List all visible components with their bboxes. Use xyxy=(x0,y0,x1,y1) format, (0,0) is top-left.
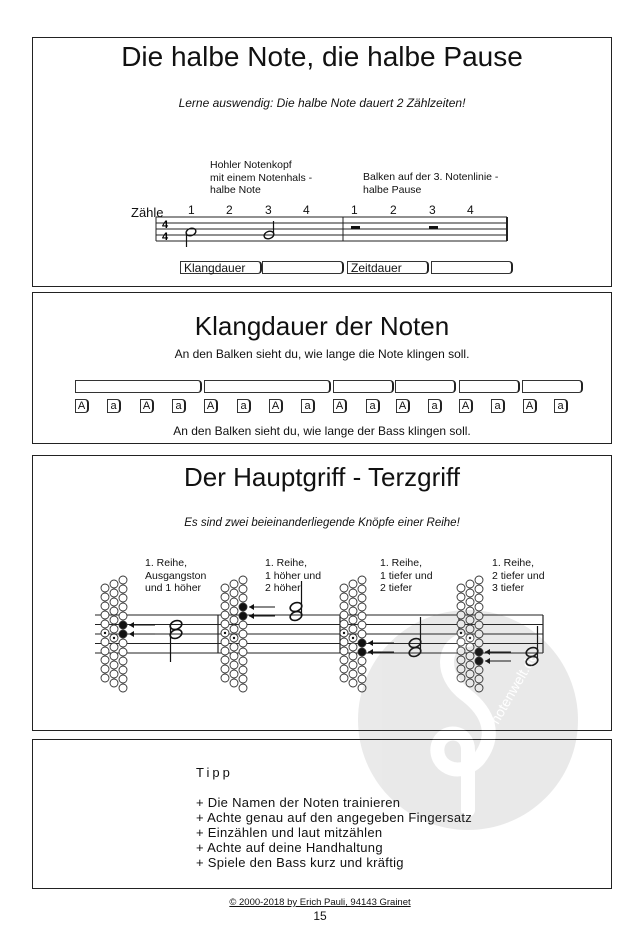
accordion-button xyxy=(239,585,247,593)
accordion-button xyxy=(230,652,238,660)
accordion-button xyxy=(239,612,247,620)
grip-caption: 1. Reihe, Ausgangston und 1 höher xyxy=(145,557,207,594)
accordion-button xyxy=(475,576,483,584)
accordion-button xyxy=(358,585,366,593)
count-number: 2 xyxy=(226,203,233,217)
bass-button: a xyxy=(428,399,442,413)
accordion-button xyxy=(119,621,127,629)
duration-bar xyxy=(75,380,202,393)
accordion-button xyxy=(110,643,118,651)
half-note-staff xyxy=(33,38,611,286)
arrow-head xyxy=(129,622,134,628)
count-number: 4 xyxy=(467,203,474,217)
accordion-button xyxy=(475,585,483,593)
accordion-button xyxy=(119,594,127,602)
bass-button: A xyxy=(204,399,218,413)
section-title: Klangdauer der Noten xyxy=(194,311,450,341)
section-title: Der Hauptgriff - Terzgriff xyxy=(184,462,460,492)
bass-button: a xyxy=(237,399,251,413)
marker-dot xyxy=(113,637,115,639)
accordion-button xyxy=(239,657,247,665)
accordion-button xyxy=(110,670,118,678)
instruction-text: Es sind zwei beieinanderliegende Knöpfe einer Reihe! xyxy=(184,517,460,529)
count-number: 4 xyxy=(303,203,310,217)
accordion-button xyxy=(119,639,127,647)
half-note xyxy=(263,221,275,240)
bass-button: a xyxy=(301,399,315,413)
klangdauer-bar: Klangdauer xyxy=(180,261,262,274)
section-half-note xyxy=(32,37,612,287)
accordion-button xyxy=(221,620,229,628)
count-number: 3 xyxy=(429,203,436,217)
accordion-button xyxy=(230,643,238,651)
accordion-button xyxy=(230,625,238,633)
half-rest xyxy=(351,226,360,229)
accordion-button xyxy=(110,580,118,588)
accordion-button xyxy=(119,657,127,665)
accordion-button xyxy=(239,576,247,584)
tip-item: + Achte auf deine Handhaltung xyxy=(196,840,383,855)
accordion-button xyxy=(349,589,357,597)
svg-text:4: 4 xyxy=(162,219,169,231)
watermark-logo xyxy=(348,600,588,840)
instruction-text: Lerne auswendig: Die halbe Note dauert 2 Zählzeiten! xyxy=(178,96,466,110)
duration-bar xyxy=(522,380,583,393)
accordion-button xyxy=(340,602,348,610)
count-number: 3 xyxy=(265,203,272,217)
bass-button: A xyxy=(140,399,154,413)
accordion-button xyxy=(239,684,247,692)
accordion-button xyxy=(239,648,247,656)
arrow-head xyxy=(249,613,254,619)
rest-caption: Balken auf der 3. Notenlinie - halbe Pause xyxy=(363,171,499,196)
duration-bar xyxy=(333,380,394,393)
accordion-button xyxy=(239,603,247,611)
accordion-button xyxy=(110,598,118,606)
accordion-button xyxy=(466,589,474,597)
tipp-heading: Tipp xyxy=(196,765,233,780)
accordion-button xyxy=(340,593,348,601)
arrow-head xyxy=(129,631,134,637)
accordion-button xyxy=(230,616,238,624)
accordion-button xyxy=(119,684,127,692)
section-title: Die halbe Note, die halbe Pause xyxy=(121,41,523,72)
accordion-button xyxy=(340,665,348,673)
accordion-button xyxy=(340,674,348,682)
accordion-button xyxy=(239,639,247,647)
accordion-button xyxy=(230,589,238,597)
count-label: Zähle xyxy=(131,205,164,220)
count-number: 2 xyxy=(390,203,397,217)
duration-bar xyxy=(204,380,331,393)
bass-button: A xyxy=(269,399,283,413)
accordion-button xyxy=(239,621,247,629)
tip-item: + Spiele den Bass kurz und kräftig xyxy=(196,855,404,870)
accordion-button xyxy=(110,679,118,687)
accordion-button xyxy=(119,675,127,683)
grip-caption: 1. Reihe, 1 tiefer und 2 tiefer xyxy=(380,557,433,594)
accordion-button xyxy=(239,594,247,602)
bass-button: a xyxy=(366,399,380,413)
grip-caption: 1. Reihe, 2 tiefer und 3 tiefer xyxy=(492,557,545,594)
accordion-button xyxy=(119,576,127,584)
accordion-button xyxy=(340,611,348,619)
accordion-button xyxy=(119,603,127,611)
marker-dot xyxy=(343,632,345,634)
copyright: © 2000-2018 by Erich Pauli, 94143 Grainet xyxy=(229,897,411,908)
accordion-button xyxy=(340,620,348,628)
accordion-button xyxy=(340,656,348,664)
accordion-button xyxy=(239,630,247,638)
grip-caption: 1. Reihe, 1 höher und 2 höher xyxy=(265,557,322,594)
marker-dot xyxy=(224,632,226,634)
accordion-button xyxy=(119,648,127,656)
accordion-button xyxy=(230,670,238,678)
accordion-button xyxy=(230,580,238,588)
svg-text:4: 4 xyxy=(162,231,169,243)
bass-button: a xyxy=(554,399,568,413)
bass-button: a xyxy=(491,399,505,413)
accordion-button xyxy=(101,593,109,601)
accordion-button xyxy=(101,638,109,646)
accordion-button xyxy=(101,584,109,592)
bass-button: A xyxy=(396,399,410,413)
zeitdauer-bar: Zeitdauer xyxy=(347,261,429,274)
arrow-head xyxy=(249,604,254,610)
bass-button: A xyxy=(523,399,537,413)
accordion-button xyxy=(221,656,229,664)
accordion-button xyxy=(466,580,474,588)
accordion-button xyxy=(101,611,109,619)
accordion-button xyxy=(340,638,348,646)
accordion-button xyxy=(221,611,229,619)
count-number: 1 xyxy=(188,203,195,217)
accordion-button xyxy=(101,656,109,664)
accordion-button xyxy=(358,576,366,584)
accordion-button xyxy=(101,620,109,628)
accordion-button xyxy=(221,674,229,682)
zeitdauer-bar-empty xyxy=(431,261,513,274)
accordion-button xyxy=(230,661,238,669)
half-rest xyxy=(429,226,438,229)
accordion-button xyxy=(221,638,229,646)
bass-button: a xyxy=(172,399,186,413)
accordion-button xyxy=(239,666,247,674)
tip-item: + Die Namen der Noten trainieren xyxy=(196,795,401,810)
accordion-button xyxy=(101,602,109,610)
tip-item: + Einzählen und laut mitzählen xyxy=(196,825,383,840)
half-note xyxy=(185,227,197,247)
bass-button: A xyxy=(333,399,347,413)
section-klangdauer xyxy=(32,292,612,444)
bass-button: A xyxy=(75,399,89,413)
accordion-button xyxy=(110,661,118,669)
bottom-text: An den Balken sieht du, wie lange der Bass klingen soll. xyxy=(173,424,471,438)
accordion-button xyxy=(110,652,118,660)
accordion-button xyxy=(119,630,127,638)
marker-dot xyxy=(104,632,106,634)
count-number: 1 xyxy=(351,203,358,217)
accordion-button xyxy=(221,593,229,601)
top-text: An den Balken sieht du, wie lange die Note klingen soll. xyxy=(174,347,470,361)
accordion-button xyxy=(221,665,229,673)
duration-bar xyxy=(395,380,456,393)
accordion-button xyxy=(101,647,109,655)
accordion-button xyxy=(230,679,238,687)
accordion-button xyxy=(349,580,357,588)
bass-button: A xyxy=(459,399,473,413)
accordion-button xyxy=(119,612,127,620)
accordion-button xyxy=(340,647,348,655)
accordion-button xyxy=(110,607,118,615)
accordion-button xyxy=(119,666,127,674)
accordion-button xyxy=(221,647,229,655)
page-number: 15 xyxy=(313,909,327,923)
tip-item: + Achte genau auf den angegeben Fingersatz xyxy=(196,810,473,825)
note-caption: Hohler Notenkopf mit einem Notenhals - halbe Note xyxy=(210,159,313,196)
accordion-button xyxy=(230,607,238,615)
accordion-button xyxy=(110,589,118,597)
duration-bar xyxy=(459,380,520,393)
accordion-button xyxy=(221,602,229,610)
accordion-button xyxy=(340,584,348,592)
accordion-button xyxy=(221,584,229,592)
klangdauer-bar-empty xyxy=(262,261,344,274)
accordion-button xyxy=(457,584,465,592)
watermark-text: notenwelt.de xyxy=(486,649,541,727)
marker-dot xyxy=(233,637,235,639)
accordion-button xyxy=(239,675,247,683)
bass-button: a xyxy=(107,399,121,413)
accordion-button xyxy=(230,598,238,606)
accordion-button xyxy=(119,585,127,593)
accordion-button xyxy=(110,616,118,624)
accordion-button xyxy=(101,674,109,682)
accordion-button xyxy=(101,665,109,673)
accordion-button xyxy=(110,625,118,633)
